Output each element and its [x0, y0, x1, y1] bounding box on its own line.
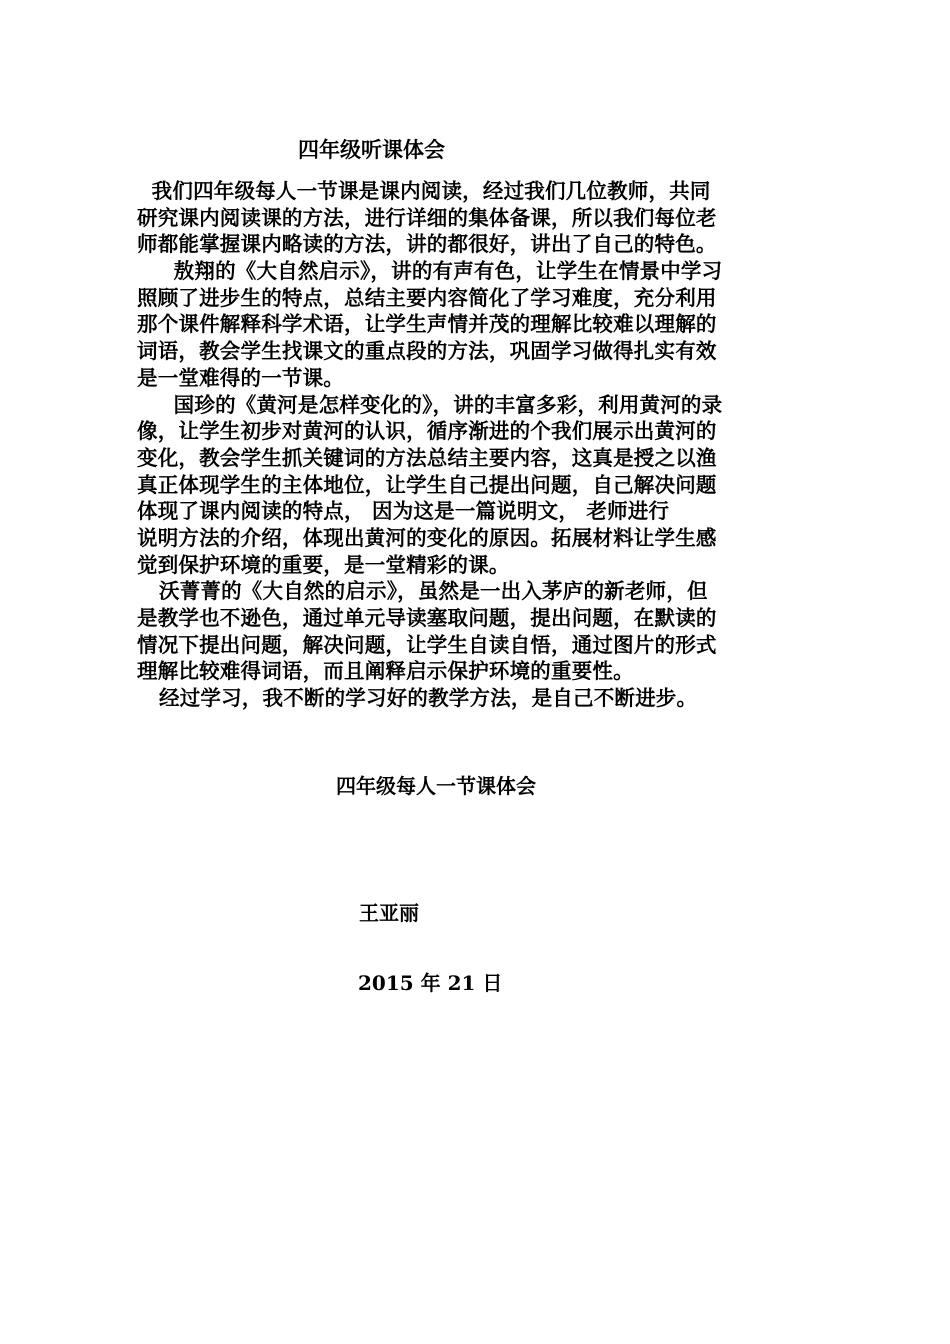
body-line: 师都能掌握课内略读的方法，讲的都很好，讲出了自己的特色。 [137, 232, 717, 257]
body-line: 词语，教会学生找课文的重点段的方法，巩固学习做得扎实有效 [137, 339, 717, 364]
body-line: 敖翔的《大自然启示》，讲的有声有色，让学生在情景中学习 [137, 259, 723, 284]
body-line: 是教学也不逊色，通过单元导读塞取问题，提出问题，在默读的 [137, 606, 717, 630]
body-line: 经过学习，我不断的学习好的教学方法，是自己不断进步。 [137, 686, 698, 711]
body-line: 变化，教会学生抓关键词的方法总结主要内容，这真是授之以渔 [137, 445, 717, 470]
body-line: 照顾了进步生的特点，总结主要内容简化了学习难度，充分利用 [137, 285, 717, 310]
body-line: 是一堂难得的一节课。 [137, 365, 344, 390]
document-date: 2015 年 21 日 [358, 971, 503, 995]
body-line: 理解比较难得词语，而且阐释启示保护环境的重要性。 [137, 659, 634, 684]
body-line: 说明方法的介绍，体现出黄河的变化的原因。拓展材料让学生感 [137, 525, 717, 550]
author-name: 王亚丽 [359, 901, 419, 925]
body-line: 沃菁菁的《大自然的启示》，虽然是一出入茅庐的新老师，但 [137, 579, 708, 604]
document-title: 四年级听课体会 [298, 137, 445, 162]
body-line: 我们四年级每人一节课是课内阅读，经过我们几位教师，共同 [137, 179, 711, 203]
body-line: 体现了课内阅读的特点， 因为这是一篇说明文， 老师进行 [137, 499, 670, 524]
document-body [137, 178, 837, 712]
body-line: 情况下提出问题，解决问题，让学生自读自悟，通过图片的形式 [137, 632, 717, 657]
body-line: 研究课内阅读课的方法，进行详细的集体备课，所以我们每位老 [137, 205, 717, 230]
body-line: 国珍的《黄河是怎样变化的》，讲的丰富多彩，利用黄河的录 [137, 392, 723, 417]
body-line: 觉到保护环境的重要，是一堂精彩的课。 [137, 552, 510, 577]
body-line: 那个课件解释科学术语，让学生声情并茂的理解比较难以理解的 [137, 312, 717, 337]
document-subtitle: 四年级每人一节课体会 [336, 774, 536, 798]
body-line: 真正体现学生的主体地位，让学生自己提出问题，自己解决问题 [137, 472, 717, 497]
body-line: 像，让学生初步对黄河的认识，循序渐进的个我们展示出黄河的 [137, 419, 717, 444]
